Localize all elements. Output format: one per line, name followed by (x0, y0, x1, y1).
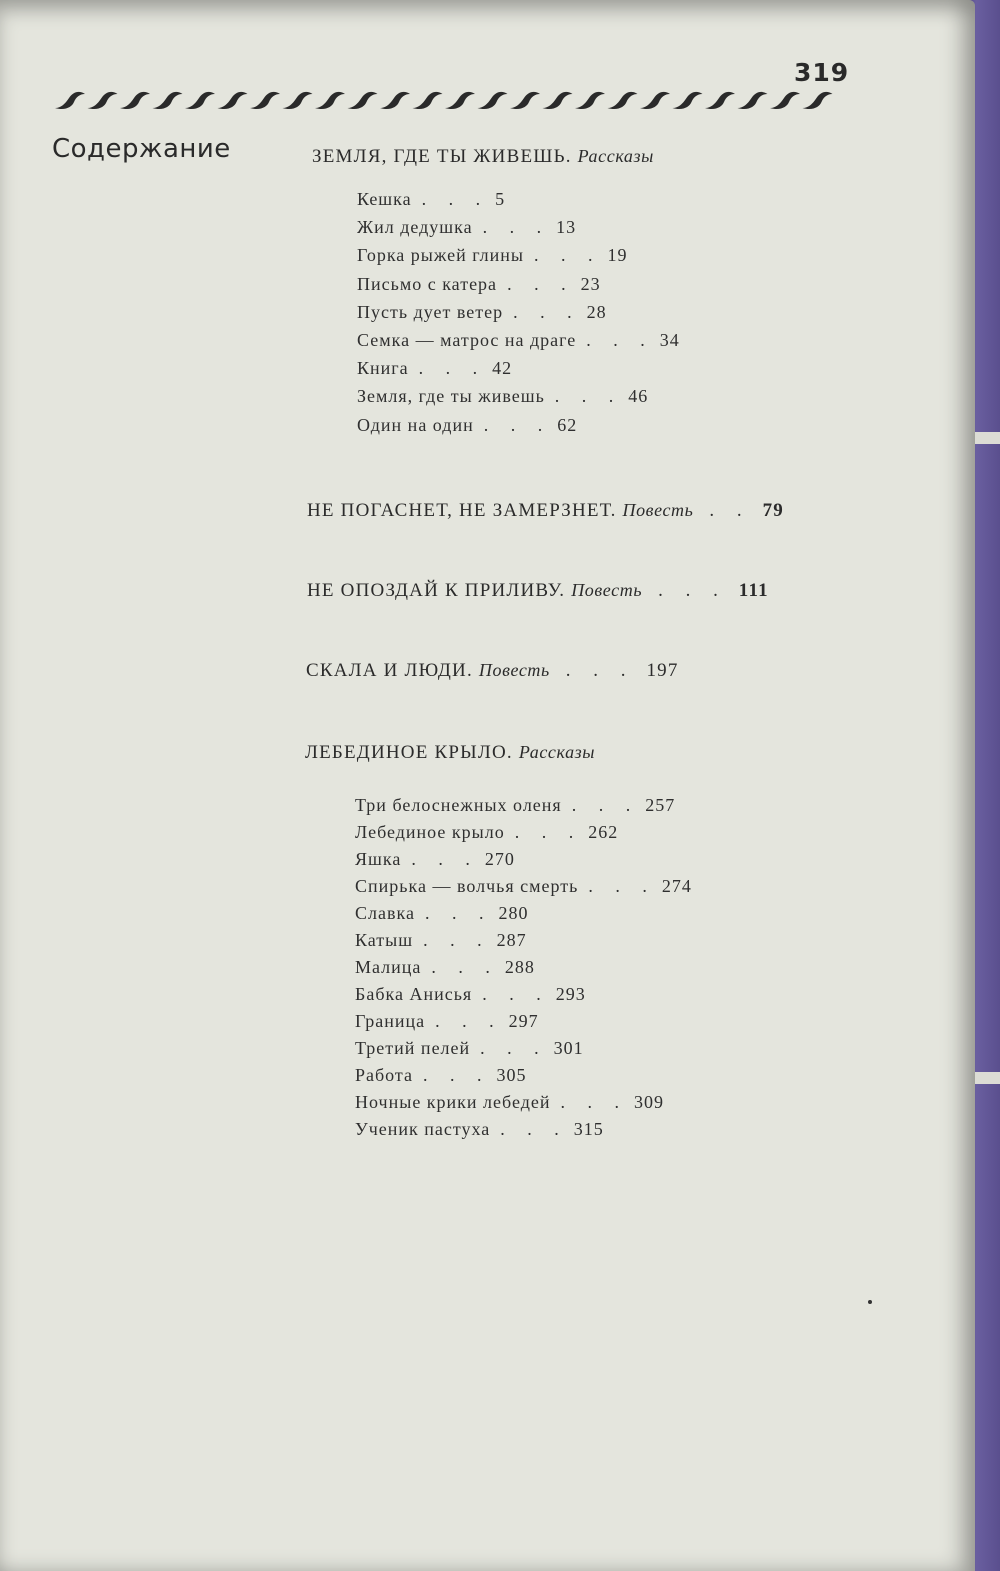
toc-entry-page: 288 (504, 957, 535, 977)
part-heading-4 (306, 660, 679, 682)
toc-entry-page: 301 (553, 1038, 584, 1058)
toc-entry-title: Катыш (355, 930, 414, 950)
toc-entry (357, 270, 680, 298)
part-genre: Повесть (571, 580, 643, 600)
leader-dots: . . . (560, 1092, 628, 1112)
toc-entry-page: 46 (628, 386, 649, 407)
part-genre: Повесть (622, 500, 694, 520)
toc-entry (355, 1089, 692, 1116)
toc-entry-page: 315 (573, 1119, 604, 1139)
toc-entry-title: Бабка Анисья (355, 984, 473, 1004)
toc-entry-title: Кешка (357, 189, 412, 209)
leader-dots: . . . (500, 1119, 568, 1139)
toc-entry-title: Ученик пастуха (355, 1119, 491, 1139)
leader-dots: . . . (482, 984, 550, 1004)
leader-dots: . . (709, 500, 751, 521)
toc-entry (357, 213, 680, 241)
toc-entry-page: 262 (588, 822, 619, 842)
toc-entry-page: 42 (492, 358, 513, 379)
toc-entry-page: 5 (495, 189, 506, 209)
toc-entry-title: Книга (357, 358, 409, 379)
part-title: НЕ ПОГАСНЕТ, НЕ ЗАМЕРЗНЕТ. (307, 500, 617, 521)
leader-dots: . . . (586, 329, 654, 350)
part-genre: Рассказы (518, 742, 596, 762)
page-number: 319 (794, 58, 850, 87)
print-speck (868, 1300, 872, 1304)
toc-entry (355, 819, 692, 846)
toc-entry-page: 28 (586, 301, 607, 322)
leader-dots: . . . (411, 849, 479, 869)
toc-entry (355, 1062, 692, 1089)
toc-entry (357, 241, 680, 269)
toc-entry-page: 305 (496, 1065, 527, 1085)
toc-entry-page: 270 (484, 849, 515, 869)
part-title: ЗЕМЛЯ, ГДЕ ТЫ ЖИВЕШЬ. (312, 146, 572, 167)
toc-entry-page: 19 (607, 245, 628, 266)
toc-list-1 (357, 185, 680, 439)
toc-entry-title: Ночные крики лебедей (355, 1092, 551, 1112)
part-heading-2 (307, 500, 784, 522)
part-page: 79 (762, 500, 784, 521)
toc-entry (357, 382, 680, 410)
toc-entry-page: 297 (508, 1011, 539, 1031)
contents-title: Содержание (52, 134, 231, 164)
toc-entry-page: 287 (496, 930, 527, 950)
toc-entry (357, 354, 680, 382)
toc-entry-title: Земля, где ты живешь (357, 386, 545, 407)
toc-entry-title: Семка — матрос на драге (357, 329, 577, 350)
toc-entry-title: Горка рыжей глины (357, 245, 525, 266)
toc-list-2 (355, 792, 692, 1143)
toc-entry (355, 981, 692, 1008)
leader-dots: . . . (421, 189, 490, 209)
toc-entry (357, 298, 680, 326)
toc-entry-page: 13 (556, 217, 577, 238)
leader-dots: . . . (435, 1011, 503, 1031)
toc-entry (355, 900, 692, 927)
toc-entry (357, 326, 680, 354)
toc-entry (355, 792, 692, 819)
part-page: 111 (738, 580, 769, 601)
leader-dots: . . . (565, 660, 635, 681)
toc-entry-title: Спирька — волчья смерть (355, 876, 579, 896)
toc-entry-page: 293 (555, 984, 586, 1004)
toc-entry (355, 954, 692, 981)
toc-entry (355, 846, 692, 873)
toc-entry (357, 411, 680, 439)
toc-entry (355, 1008, 692, 1035)
toc-entry-title: Лебединое крыло (355, 822, 505, 842)
toc-entry-title: Один на один (357, 414, 474, 435)
part-title: ЛЕБЕДИНОЕ КРЫЛО. (305, 742, 513, 763)
leader-dots: . . . (658, 580, 727, 601)
toc-entry-title: Малица (355, 957, 422, 977)
toc-entry-page: 23 (580, 273, 601, 294)
leader-dots: . . . (423, 1065, 491, 1085)
toc-entry (357, 185, 680, 213)
leader-dots: . . . (480, 1038, 548, 1058)
part-heading-5 (305, 742, 595, 764)
leader-dots: . . . (534, 245, 602, 266)
toc-entry-title: Третий пелей (355, 1038, 471, 1058)
leader-dots: . . . (482, 217, 551, 238)
part-title: СКАЛА И ЛЮДИ. (306, 660, 473, 681)
toc-entry-page: 280 (498, 903, 529, 923)
leader-dots: . . . (418, 358, 487, 379)
toc-entry-title: Три белоснежных оленя (355, 795, 562, 815)
part-heading-1 (312, 146, 654, 168)
toc-entry-page: 62 (557, 414, 578, 435)
toc-entry-title: Работа (355, 1065, 413, 1085)
toc-entry-page: 257 (645, 795, 676, 815)
toc-entry-page: 34 (659, 329, 680, 350)
toc-entry (355, 1116, 692, 1143)
part-genre: Рассказы (577, 146, 654, 166)
leader-dots: . . . (513, 301, 581, 322)
toc-entry-title: Пусть дует ветер (357, 301, 504, 322)
leader-dots: . . . (507, 273, 575, 294)
part-title: НЕ ОПОЗДАЙ К ПРИЛИВУ. (307, 580, 566, 601)
toc-entry-title: Письмо с катера (357, 273, 498, 294)
toc-entry-title: Жил дедушка (357, 217, 473, 238)
toc-entry-title: Славка (355, 903, 415, 923)
leader-dots: . . . (514, 822, 583, 842)
toc-entry-page: 274 (661, 876, 692, 896)
part-genre: Повесть (478, 660, 550, 680)
toc-entry-page: 309 (633, 1092, 664, 1112)
leader-dots: . . . (431, 957, 499, 977)
leader-dots: . . . (554, 386, 623, 407)
toc-entry-title: Яшка (355, 849, 402, 869)
part-heading-3 (307, 580, 769, 602)
leader-dots: . . . (483, 414, 552, 435)
toc-entry (355, 1035, 692, 1062)
leader-dots: . . . (423, 930, 491, 950)
leader-dots: . . . (588, 876, 656, 896)
leader-dots: . . . (424, 903, 493, 923)
toc-entry (355, 873, 692, 900)
toc-entry-title: Граница (355, 1011, 426, 1031)
toc-entry (355, 927, 692, 954)
leader-dots: . . . (571, 795, 640, 815)
part-page: 197 (646, 660, 679, 681)
wave-ornament (55, 86, 845, 114)
